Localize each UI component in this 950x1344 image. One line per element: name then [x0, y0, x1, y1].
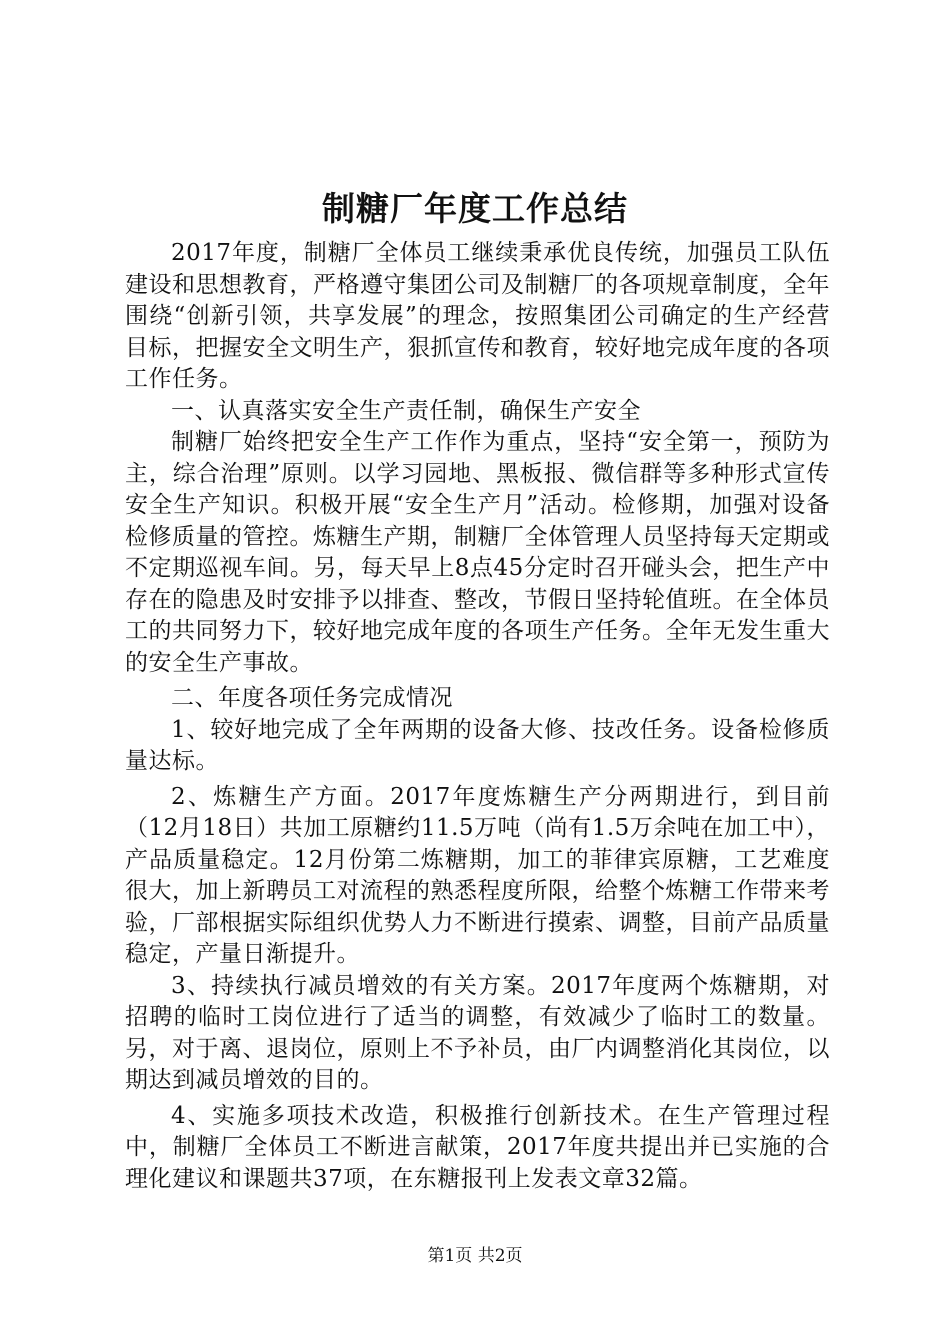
page-footer: 第1页 共2页 [427, 1246, 523, 1266]
paragraph-item-3: 3、持续执行减员增效的有关方案。2017年度两个炼糖期，对招聘的临时工岗位进行了适当的调整，有效减少了临时工的数量。另，对于离、退岗位，原则上不予补员，由厂内调整消化其岗位，以期达到减员增效的目的。 [125, 972, 830, 1093]
document-title: 制糖厂年度工作总结 [322, 189, 628, 228]
paragraph-item-4: 4、实施多项技术改造，积极推行创新技术。在生产管理过程中，制糖厂全体员工不断进言献策，2017年度共提出并已实施的合理化建议和课题共37项，在东糖报刊上发表文章32篇。 [125, 1102, 830, 1192]
paragraph-intro: 2017年度，制糖厂全体员工继续秉承优良传统，加强员工队伍建设和思想教育，严格遵守集团公司及制糖厂的各项规章制度，全年围绕“创新引领，共享发展”的理念，按照集团公司确定的生产经营目标，把握安全文明生产，狠抓宣传和教育，较好地完成年度的各项工作任务。 [125, 240, 830, 392]
paragraph-safety: 制糖厂始终把安全生产工作作为重点，坚持“安全第一，预防为主，综合治理”原则。以学习园地、黑板报、微信群等多种形式宣传安全生产知识。积极开展“安全生产月”活动。检修期，加强对设备检修质量的管控。炼糖生产期，制糖厂全体管理人员坚持每天定期或不定期巡视车间。另，每天早上8点45分定时召开碰头会，把生产中存在的隐患及时安排予以排查、整改，节假日坚持轮值班。在全体员工的共同努力下，较好地完成年度的各项生产任务。全年无发生重大的安全生产事故。 [125, 429, 830, 676]
section-heading-1: 一、认真落实安全生产责任制，确保生产安全 [171, 397, 641, 424]
paragraph-item-2: 2、炼糖生产方面。2017年度炼糖生产分两期进行，到目前（12月18日）共加工原糖约11.5万吨（尚有1.5万余吨在加工中），产品质量稳定。12月份第二炼糖期，加工的菲律宾原糖，工艺难度很大，加上新聘员工对流程的熟悉程度所限，给整个炼糖工作带来考验，厂部根据实际组织优势人力不断进行摸索、调整，目前产品质量稳定，产量日渐提升。 [125, 783, 830, 967]
paragraph-item-1: 1、较好地完成了全年两期的设备大修、技改任务。设备检修质量达标。 [125, 716, 830, 774]
document-body [125, 238, 830, 1195]
section-heading-2: 二、年度各项任务完成情况 [171, 685, 453, 711]
